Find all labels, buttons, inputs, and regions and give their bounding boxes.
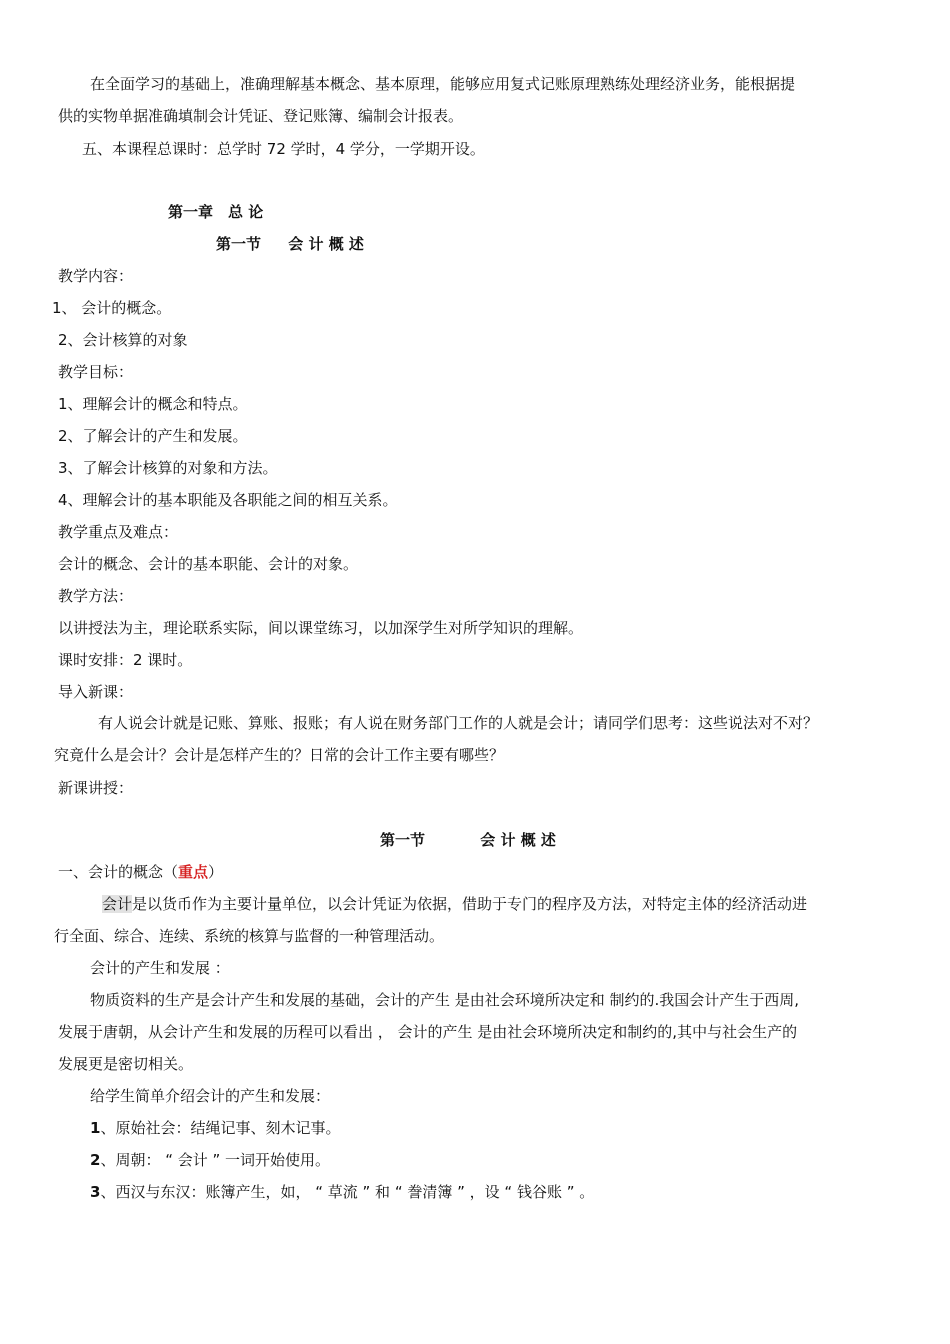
teaching-goal-item: 2、了解会计的产生和发展。 (58, 427, 248, 445)
concept-heading (58, 862, 223, 882)
section-title (216, 234, 364, 254)
origin-list-item (90, 1118, 340, 1138)
teaching-content-label: 教学内容： (58, 267, 134, 285)
teaching-goal-item: 4、理解会计的基本职能及各职能之间的相互关系。 (58, 491, 398, 509)
list-text: 、原始社会：结绳记事、刻木记事。 (100, 1119, 341, 1137)
key-points-label: 教学重点及难点： (58, 523, 179, 541)
intro-para-line-1: 在全面学习的基础上，准确理解基本概念、基本原理，能够应用复式记账原理熟练处理经济业务，能根据提 (90, 75, 796, 93)
definition-text: 是以货币作为主要计量单位，以会计凭证为依据，借助于专门的程序及方法，对特定主体的经济活动进 (132, 895, 808, 913)
list-number: 2 (90, 1151, 101, 1169)
schedule-text: 课时安排：2 课时。 (58, 651, 193, 669)
section-2-title (380, 830, 556, 850)
list-number: 1 (90, 1119, 101, 1137)
concept-definition-line-2: 行全面、综合、连续、系统的核算与监督的一种管理活动。 (54, 927, 445, 945)
origin-intro: 给学生简单介绍会计的产生和发展： (90, 1087, 331, 1105)
chapter-title: 第一章 总 论 (168, 203, 264, 221)
course-hours: 五、本课程总课时：总学时 72 学时，4 学分，一学期开设。 (82, 140, 485, 158)
method-label: 教学方法： (58, 587, 134, 605)
concept-definition-line-1 (102, 894, 807, 914)
origin-para-line-1: 物质资料的生产是会计产生和发展的基础，会计的产生 是由社会环境所决定和 制约的.我国会计产生于西周, (90, 991, 800, 1009)
key-points-text: 会计的概念、会计的基本职能、会计的对象。 (58, 555, 359, 573)
teaching-goals-label: 教学目标： (58, 363, 134, 381)
new-lesson-label: 新课讲授： (58, 779, 134, 797)
key-point-marker: 重点 (178, 863, 209, 881)
section-label: 第一节 (216, 235, 262, 253)
origin-list-item (90, 1150, 330, 1170)
list-text: 、周朝： “ 会计 ” 一词开始使用。 (100, 1151, 331, 1169)
intro-lesson-line-2: 究竟什么是会计？会计是怎样产生的？日常的会计工作主要有哪些？ (54, 746, 505, 764)
teaching-goal-item: 1、理解会计的概念和特点。 (58, 395, 248, 413)
list-number: 3 (90, 1183, 101, 1201)
concept-heading-prefix: 一、会计的概念（ (58, 863, 179, 881)
highlighted-term: 会计 (102, 895, 133, 913)
list-text: 、西汉与东汉：账簿产生，如， “ 草流 ” 和 “ 誊清簿 ” ，设 “ 钱谷账 ” 。 (100, 1183, 595, 1201)
teaching-goal-item: 3、了解会计核算的对象和方法。 (58, 459, 278, 477)
origin-para-line-3: 发展更是密切相关。 (58, 1055, 194, 1073)
section-2-name: 会 计 概 述 (480, 831, 556, 849)
concept-heading-suffix: ） (208, 863, 224, 881)
intro-lesson-line-1: 有人说会计就是记账、算账、报账；有人说在财务部门工作的人就是会计；请同学们思考：这些说法对不对？ (98, 714, 819, 732)
section-2-label: 第一节 (380, 831, 426, 849)
origin-list-item (90, 1182, 594, 1202)
origin-para-line-2: 发展于唐朝，从会计产生和发展的历程可以看出 ， 会计的产生 是由社会环境所决定和制约的,其中与社会生产的 (58, 1023, 798, 1041)
intro-para-line-2: 供的实物单据准确填制会计凭证、登记账簿、编制会计报表。 (58, 107, 464, 125)
method-text: 以讲授法为主，理论联系实际，间以课堂练习，以加深学生对所学知识的理解。 (58, 619, 584, 637)
origin-heading: 会计的产生和发展 ： (90, 959, 230, 977)
section-name: 会 计 概 述 (288, 235, 364, 253)
teaching-content-item: 1、 会计的概念。 (52, 299, 172, 317)
teaching-content-item: 2、会计核算的对象 (58, 331, 188, 349)
intro-lesson-label: 导入新课： (58, 683, 134, 701)
